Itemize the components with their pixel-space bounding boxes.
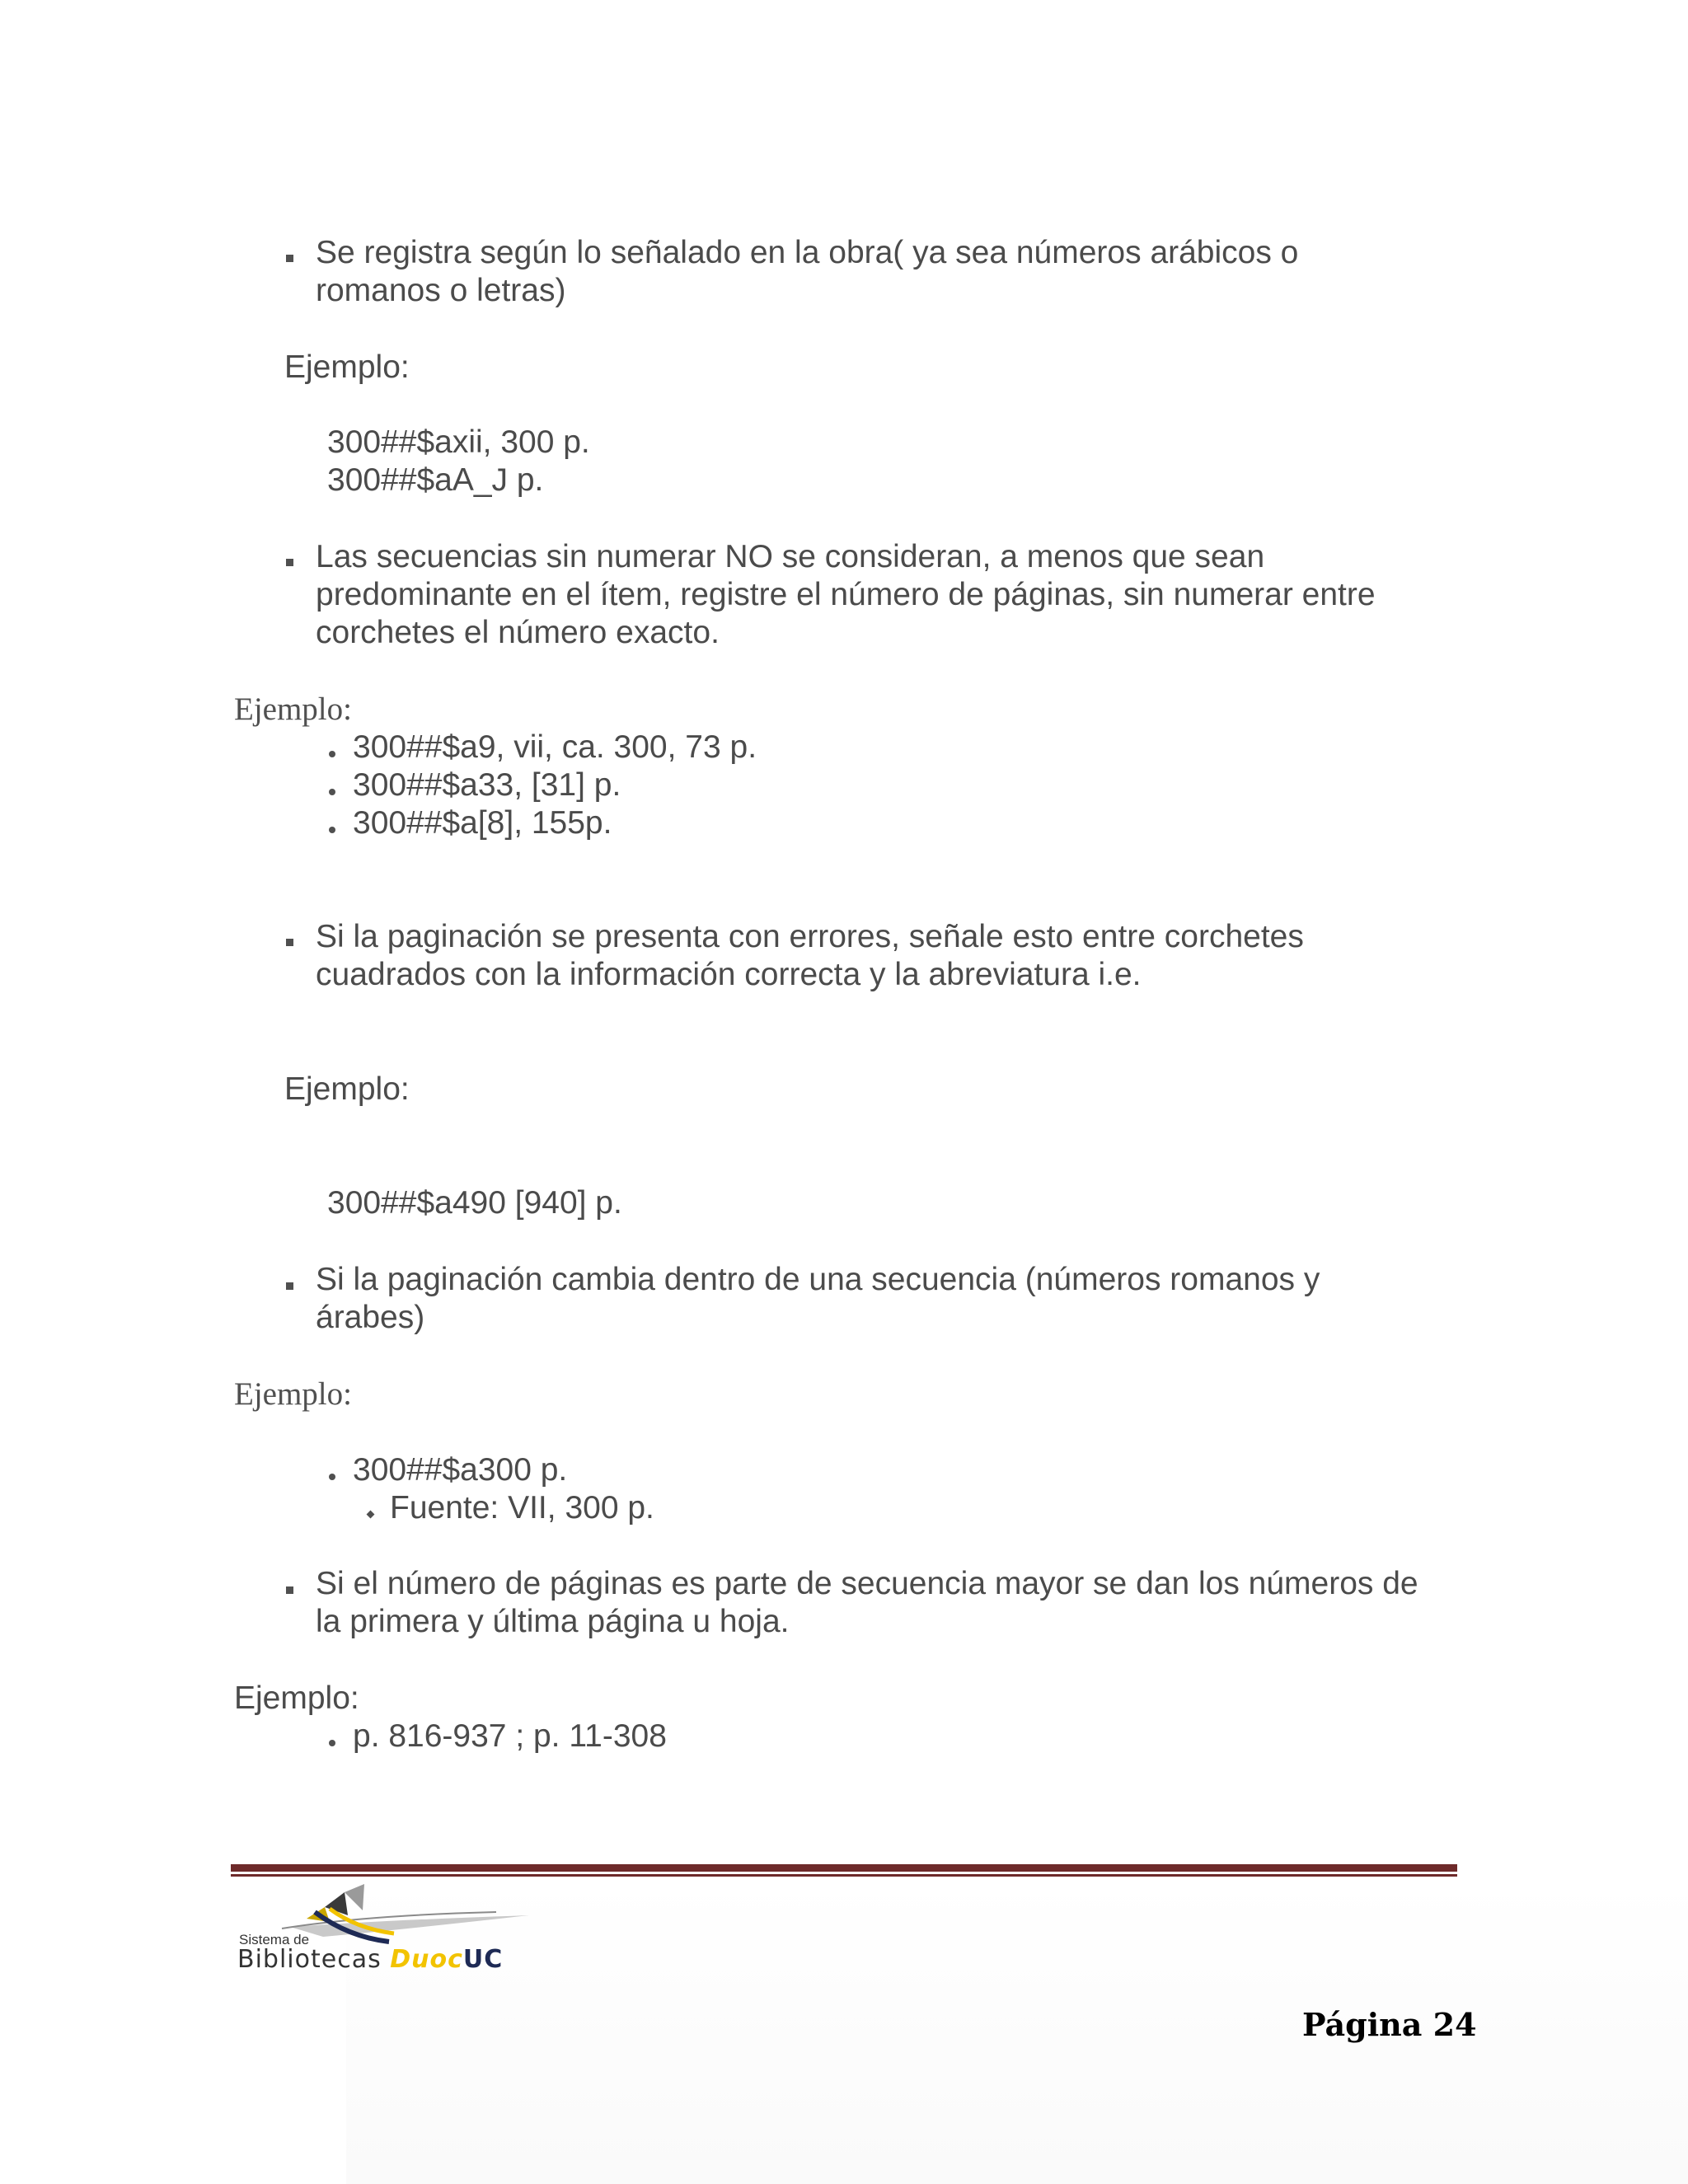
- logo-wordmark: [237, 1945, 503, 1974]
- ejemplo-label-1: Ejemplo:: [284, 349, 410, 385]
- logo-word-duoc: Duoc: [390, 1945, 463, 1974]
- square-bullet-icon: [286, 1282, 293, 1290]
- square-bullet-icon: [286, 255, 293, 262]
- ejemplo-label-5: Ejemplo:: [234, 1680, 359, 1716]
- bullet-4-line-2: árabes): [316, 1300, 425, 1335]
- footer-rule-thin: [231, 1874, 1457, 1877]
- round-bullet-icon: [329, 751, 335, 757]
- example-1-line-2: 300##$aA_J p.: [327, 462, 544, 498]
- round-bullet-icon: [329, 827, 335, 833]
- diamond-bullet-icon: [367, 1511, 375, 1519]
- round-bullet-icon: [329, 1740, 335, 1746]
- round-bullet-icon: [329, 789, 335, 795]
- ejemplo-label-3: Ejemplo:: [284, 1071, 410, 1107]
- bullet-2-line-3: corchetes el número exacto.: [316, 615, 720, 650]
- bullet-4-line-1: Si la paginación cambia dentro de una secuencia (números romanos y: [316, 1262, 1320, 1297]
- example-4-item: 300##$a300 p.: [353, 1452, 568, 1488]
- bullet-5-line-1: Si el número de páginas es parte de secuencia mayor se dan los números de: [316, 1566, 1418, 1601]
- ejemplo-label-4: Ejemplo:: [234, 1376, 352, 1412]
- square-bullet-icon: [286, 559, 293, 566]
- bullet-3-line-2: cuadrados con la información correcta y la abreviatura i.e.: [316, 957, 1142, 992]
- example-2-item-2: 300##$a33, [31] p.: [353, 767, 621, 803]
- example-1-line-1: 300##$axii, 300 p.: [327, 424, 590, 460]
- example-2-item-3: 300##$a[8], 155p.: [353, 805, 612, 841]
- bullet-3-line-1: Si la paginación se presenta con errores, señale esto entre corchetes: [316, 919, 1304, 954]
- square-bullet-icon: [286, 1586, 293, 1594]
- example-5-item: p. 816-937 ; p. 11-308: [353, 1718, 667, 1754]
- logo-word-uc: UC: [462, 1945, 504, 1974]
- example-4-subitem: Fuente: VII, 300 p.: [390, 1490, 654, 1526]
- round-bullet-icon: [329, 1474, 335, 1480]
- square-bullet-icon: [286, 939, 293, 946]
- footer-rule-thick: [231, 1864, 1457, 1872]
- logo-word-bibliotecas: Bibliotecas: [237, 1945, 382, 1974]
- bullet-5-line-2: la primera y última página u hoja.: [316, 1604, 790, 1639]
- example-3-line-1: 300##$a490 [940] p.: [327, 1185, 622, 1221]
- bullet-2-line-1: Las secuencias sin numerar NO se consideran, a menos que sean: [316, 539, 1265, 574]
- example-2-item-1: 300##$a9, vii, ca. 300, 73 p.: [353, 729, 757, 765]
- bullet-1-line-1: Se registra según lo señalado en la obra( ya sea números arábicos o: [316, 235, 1299, 270]
- ejemplo-label-2: Ejemplo:: [234, 691, 352, 727]
- biblioteca-logo: [232, 1879, 579, 1974]
- page-number: Página 24: [1302, 2006, 1477, 2043]
- bullet-2-line-2: predominante en el ítem, registre el número de páginas, sin numerar entre: [316, 577, 1376, 612]
- bullet-1-line-2: romanos o letras): [316, 273, 566, 308]
- logo-caption: Sistema de: [239, 1932, 310, 1947]
